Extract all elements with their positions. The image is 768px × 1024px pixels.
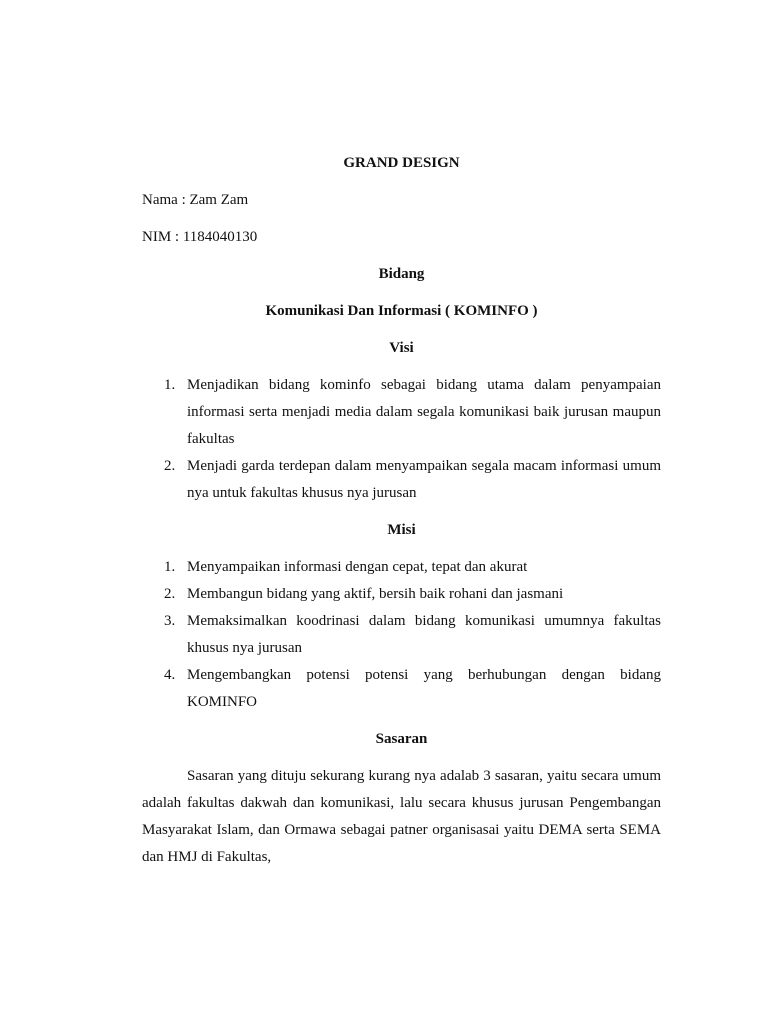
bidang-name: Komunikasi Dan Informasi ( KOMINFO ) [265, 303, 538, 319]
list-item-text: Membangun bidang yang aktif, bersih baik rohani dan jasmani [187, 586, 564, 602]
list-item [142, 372, 661, 453]
list-item [142, 662, 661, 716]
list-item-text: Memaksimalkan koodrinasi dalam bidang komunikasi umumnya fakultas khusus nya jurusan [187, 613, 661, 656]
list-item-number: 1. [164, 559, 176, 575]
list-item-number: 3. [164, 613, 176, 629]
sasaran-paragraph: Sasaran yang dituju sekurang kurang nya adalab 3 sasaran, yaitu secara umum adalah fakultas dakwah dan komunikasi, lalu secara khusus jurusan Pengembangan Masyarakat Islam, dan Ormawa sebagai patner organisasai yaitu DEMA serta SEMA dan HMJ di Fakultas, [142, 768, 661, 865]
list-item-number: 1. [164, 377, 176, 393]
document-title: GRAND DESIGN [343, 155, 460, 171]
bidang-heading: Bidang [378, 266, 425, 282]
list-item [142, 581, 661, 608]
nama-field: Nama : Zam Zam [142, 192, 249, 208]
document-page [142, 150, 661, 871]
list-item-text: Mengembangkan potensi potensi yang berhubungan dengan bidang KOMINFO [187, 667, 661, 710]
list-item-number: 2. [164, 458, 176, 474]
list-item-number: 2. [164, 586, 176, 602]
visi-list [142, 372, 661, 507]
misi-heading: Misi [387, 522, 416, 538]
list-item-text: Menjadikan bidang kominfo sebagai bidang utama dalam penyampaian informasi serta menjadi media dalam segala komunikasi baik jurusan maupun fakultas [187, 377, 661, 447]
list-item-text: Menyampaikan informasi dengan cepat, tepat dan akurat [187, 559, 528, 575]
misi-list [142, 554, 661, 716]
visi-heading: Visi [389, 340, 414, 356]
list-item [142, 554, 661, 581]
list-item [142, 453, 661, 507]
sasaran-heading: Sasaran [375, 731, 428, 747]
list-item-number: 4. [164, 667, 176, 683]
list-item [142, 608, 661, 662]
list-item-text: Menjadi garda terdepan dalam menyampaikan segala macam informasi umum nya untuk fakultas khusus nya jurusan [187, 458, 661, 501]
nim-field: NIM : 1184040130 [142, 229, 258, 245]
